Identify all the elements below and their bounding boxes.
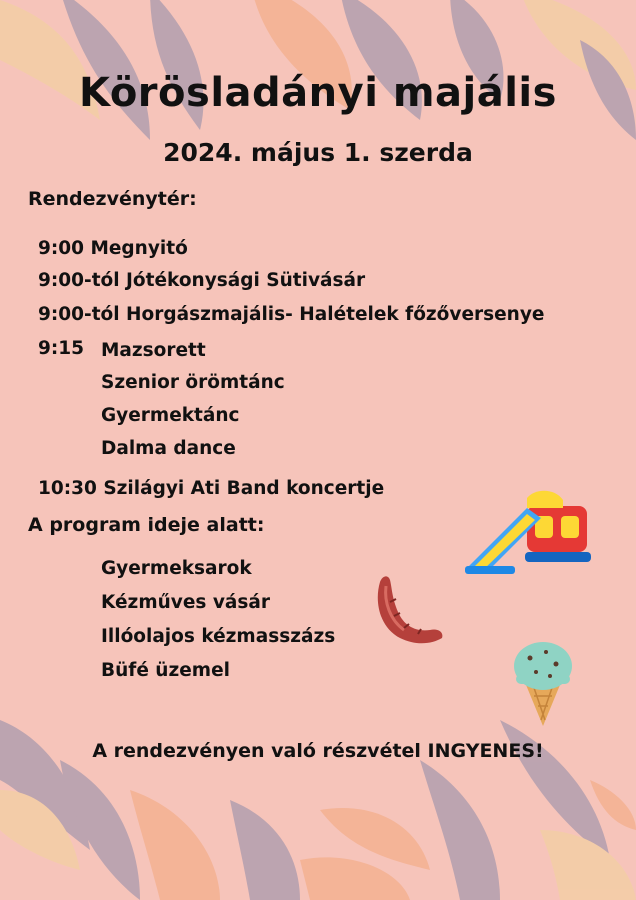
schedule-time: 9:00 — [38, 238, 85, 259]
sausage-icon — [370, 572, 448, 650]
schedule-item — [38, 238, 188, 259]
event-title: Körösladányi majális — [79, 70, 557, 116]
concert-text: Szilágyi Ati Band koncertje — [103, 478, 385, 499]
schedule-time: 9:00-tól — [38, 270, 120, 291]
concert-item — [38, 478, 384, 499]
schedule-text: Mazsorett — [101, 340, 206, 361]
program-item: Büfé üzemel — [101, 660, 230, 681]
schedule-text: Horgászmajális- Halételek főzőversenye — [126, 304, 545, 325]
event-date: 2024. május 1. szerda — [163, 138, 473, 167]
concert-time: 10:30 — [38, 478, 97, 499]
schedule-time: 9:15 — [38, 338, 85, 359]
program-item: Gyermeksarok — [101, 558, 252, 579]
schedule-item — [38, 304, 544, 325]
schedule-item — [38, 338, 84, 359]
schedule-text: Megnyitó — [90, 238, 188, 259]
sub-item: Gyermektánc — [101, 405, 240, 426]
program-label: A program ideje alatt: — [28, 514, 265, 536]
ice-cream-icon — [512, 636, 574, 728]
schedule-time: 9:00-tól — [38, 304, 120, 325]
free-entry-notice: A rendezvényen való részvétel INGYENES! — [92, 740, 544, 762]
sub-item: Szenior örömtánc — [101, 372, 285, 393]
bouncy-castle-icon — [465, 488, 593, 576]
program-item: Kézműves vásár — [101, 592, 270, 613]
schedule-item — [38, 270, 365, 291]
program-item: Illóolajos kézmasszázs — [101, 626, 336, 647]
sub-item: Dalma dance — [101, 438, 236, 459]
schedule-text: Jótékonysági Sütivásár — [126, 270, 366, 291]
venue-label: Rendezvénytér: — [28, 188, 197, 210]
